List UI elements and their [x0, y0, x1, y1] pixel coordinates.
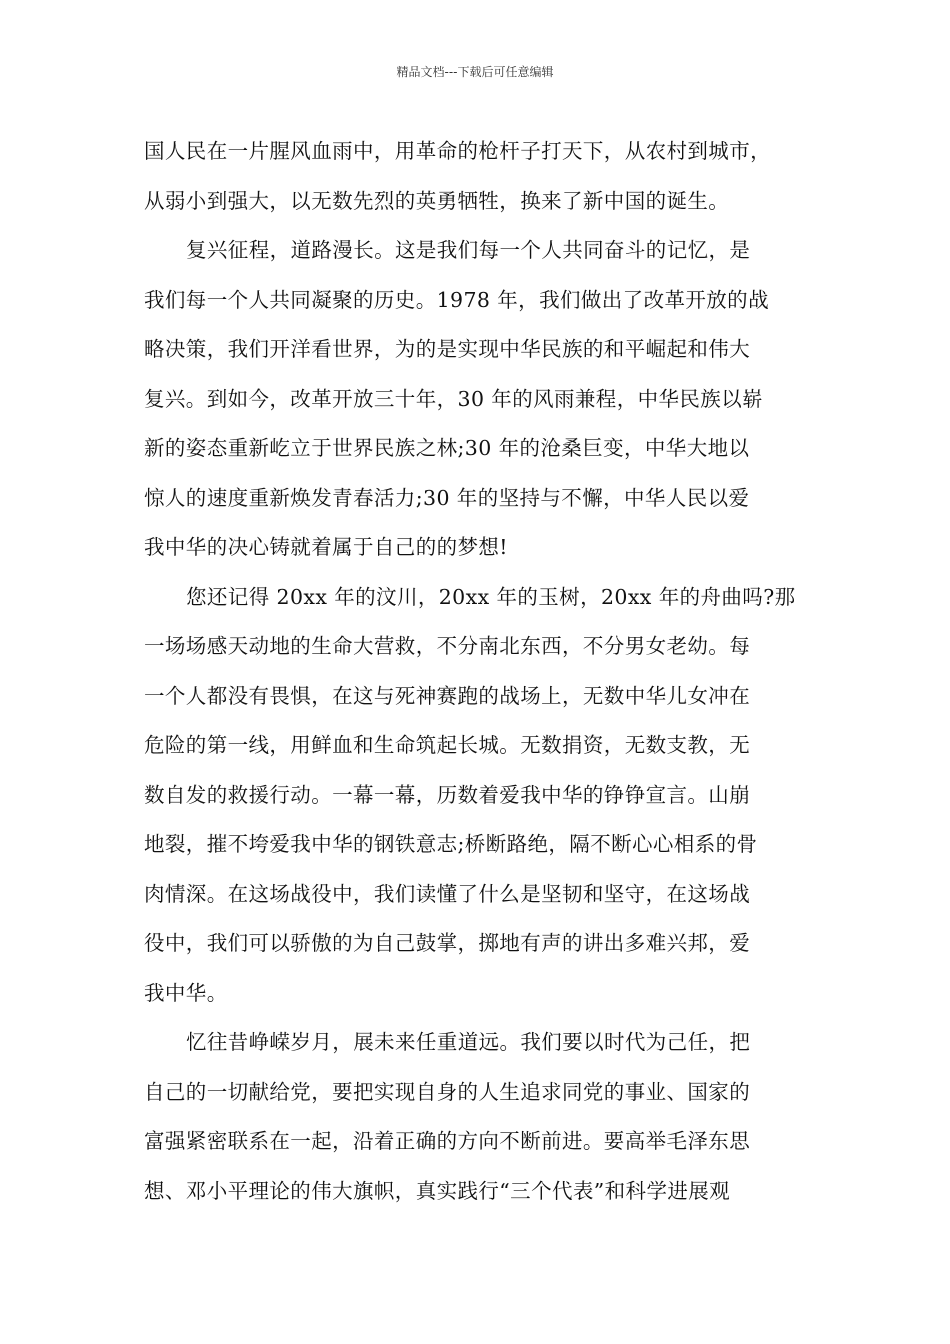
paragraph-start-line: 您还记得 20xx 年的汶川，20xx 年的玉树，20xx 年的舟曲吗?那 — [186, 584, 796, 609]
text-line: 复兴。到如今，改革开放三十年，30 年的风雨兼程，中华民族以崭 — [144, 386, 763, 411]
text-line: 国人民在一片腥风血雨中，用革命的枪杆子打天下，从农村到城市， — [144, 139, 771, 163]
text-line: 想、邓小平理论的伟大旗帜，真实践行“三个代表”和科学进展观 — [144, 1178, 731, 1203]
page-header: 精品文档---下载后可任意编辑 — [396, 65, 554, 79]
text-line: 数自发的救援行动。一幕一幕，历数着爱我中华的铮铮宣言。山崩 — [144, 782, 751, 807]
text-line: 一场场感天动地的生命大营救，不分南北东西，不分男女老幼。每 — [144, 634, 751, 658]
text-line: 从弱小到强大，以无数先烈的英勇牺牲，换来了新中国的诞生。 — [144, 188, 730, 213]
text-line: 我中华。 — [144, 980, 228, 1005]
paragraph-start-line: 复兴征程，道路漫长。这是我们每一个人共同奋斗的记忆，是 — [186, 238, 751, 262]
text-line: 新的姿态重新屹立于世界民族之林;30 年的沧桑巨变，中华大地以 — [144, 436, 750, 460]
text-line: 自己的一切献给党，要把实现自身的人生追求同党的事业、国家的 — [144, 1079, 751, 1104]
text-line: 我们每一个人共同凝聚的历史。1978 年，我们做出了改革开放的战 — [144, 287, 769, 312]
paragraph-start-line: 忆往昔峥嵘岁月，展未来任重道远。我们要以时代为己任，把 — [186, 1030, 751, 1054]
text-line: 略决策，我们开洋看世界，为的是实现中华民族的和平崛起和伟大 — [144, 337, 751, 361]
text-line: 役中，我们可以骄傲的为自己鼓掌，掷地有声的讲出多难兴邦，爱 — [144, 931, 751, 955]
text-line: 危险的第一线，用鲜血和生命筑起长城。无数捐资，无数支教，无 — [144, 733, 751, 757]
text-line: 惊人的速度重新焕发青春活力;30 年的坚持与不懈，中华人民以爱 — [144, 485, 750, 510]
text-line: 地裂，摧不垮爱我中华的钢铁意志;桥断路绝，隔不断心心相系的骨 — [144, 832, 758, 856]
text-line: 一个人都没有畏惧，在这与死神赛跑的战场上，无数中华儿女冲在 — [144, 683, 751, 708]
text-line: 我中华的决心铸就着属于自己的的梦想! — [144, 535, 508, 559]
text-line: 肉情深。在这场战役中，我们读懂了什么是坚韧和坚守，在这场战 — [144, 881, 751, 906]
body-text — [144, 127, 808, 1216]
text-line: 富强紧密联系在一起，沿着正确的方向不断前进。要高举毛泽东思 — [144, 1129, 751, 1153]
